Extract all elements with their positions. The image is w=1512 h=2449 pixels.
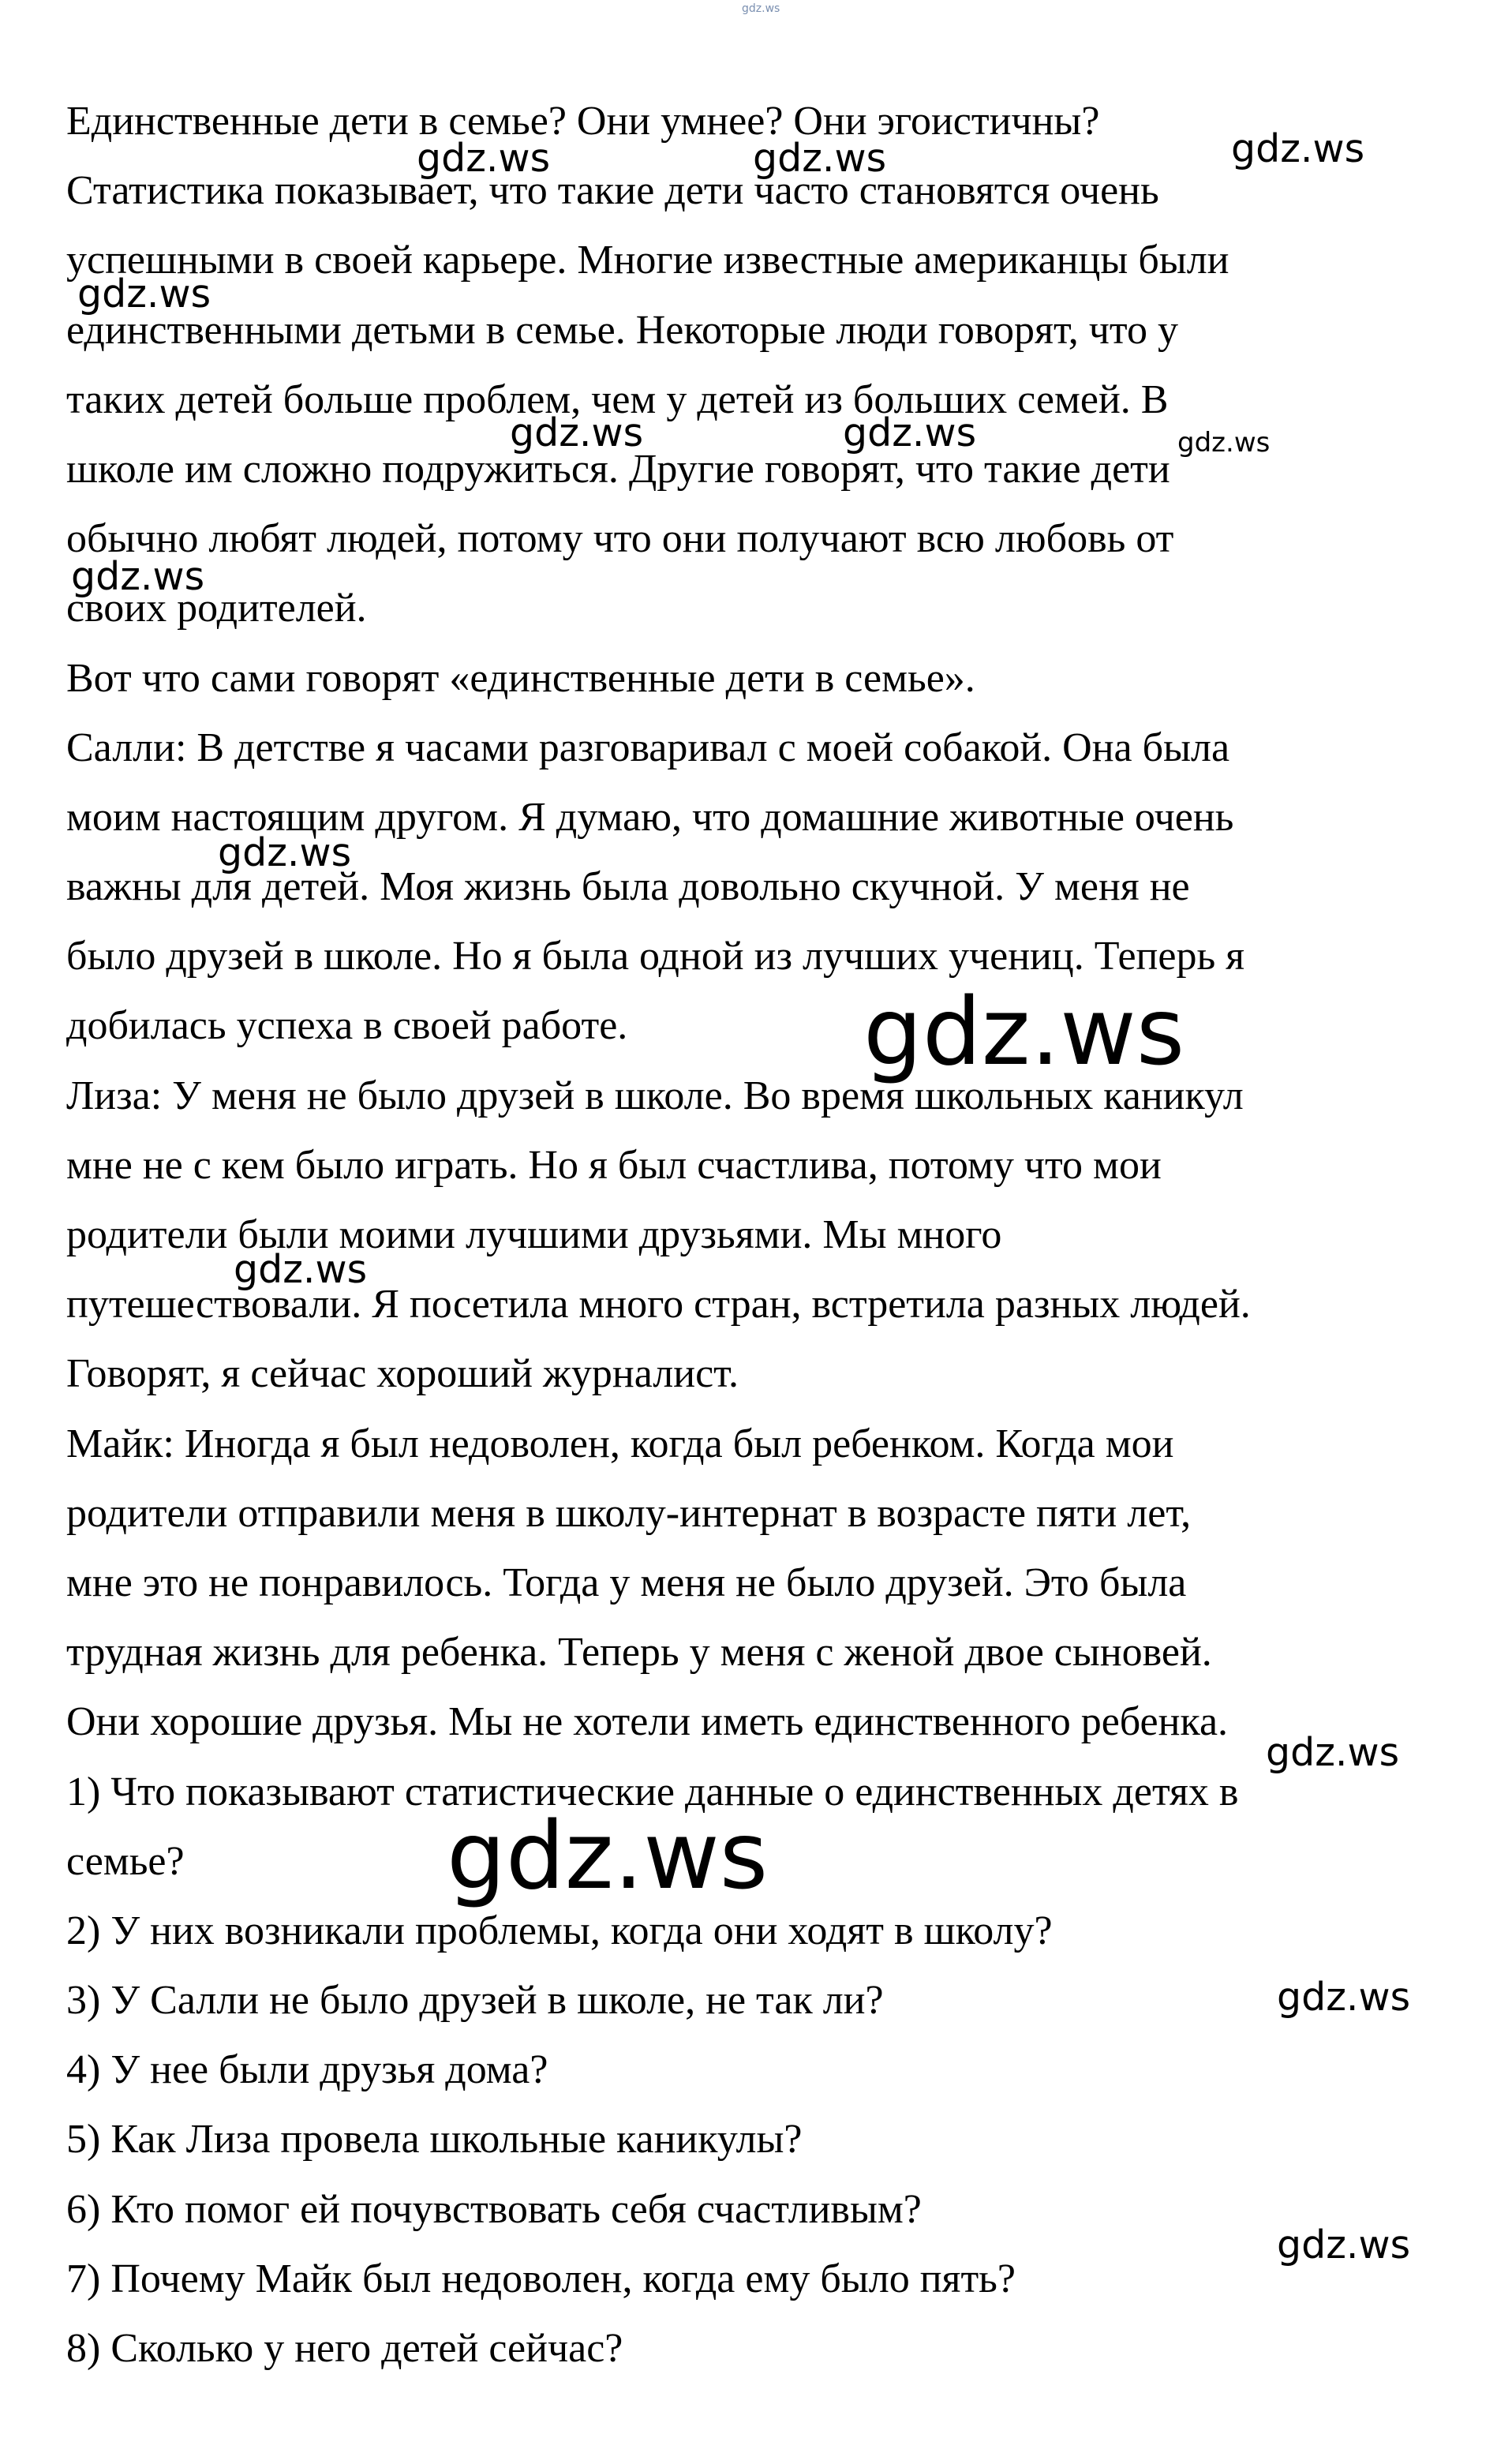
text-line: путешествовали. Я посетила много стран, встретила разных людей. [66,1282,1251,1327]
question-line: 1) Что показывают статистические данные о единственных детях в [66,1769,1239,1814]
text-line: обычно любят людей, потому что они получают всю любовь от [66,516,1174,562]
text-line: Майк: Иногда я был недоволен, когда был ребенком. Когда мои [66,1421,1174,1466]
watermark: gdz.ws [1266,1730,1400,1775]
text-line: важны для детей. Моя жизнь была довольно скучной. У меня не [66,864,1190,910]
watermark: gdz.ws [234,1247,368,1292]
text-line: успешными в своей карьере. Многие известные американцы были [66,238,1229,283]
question-line: 6) Кто помог ей почувствовать себя счастливым? [66,2186,922,2232]
text-line: единственными детьми в семье. Некоторые люди говорят, что у [66,307,1178,353]
text-line: трудная жизнь для ребенка. Теперь у меня с женой двое сыновей. [66,1630,1212,1676]
text-line: Говорят, я сейчас хороший журналист. [66,1351,739,1397]
watermark: gdz.ws [742,2,780,15]
text-line: Вот что сами говорят «единственные дети в семье». [66,655,975,701]
question-line: 8) Сколько у него детей сейчас? [66,2326,623,2371]
watermark: gdz.ws [510,410,644,455]
watermark: gdz.ws [843,410,977,455]
question-line: 7) Почему Майк был недоволен, когда ему было пять? [66,2256,1016,2301]
watermark: gdz.ws [218,830,352,875]
text-line: своих родителей. [66,586,367,631]
text-line: моим настоящим другом. Я думаю, что домашние животные очень [66,794,1234,840]
watermark: gdz.ws [71,554,205,599]
question-line: 5) Как Лиза провела школьные каникулы? [66,2117,803,2163]
text-line: добилась успеха в своей работе. [66,1003,628,1049]
text-line: Единственные дети в семье? Они умнее? Они эгоистичны? [66,99,1100,144]
text-line: Салли: В детстве я часами разговаривал с моей собакой. Она была [66,725,1230,770]
text-line: школе им сложно подружиться. Другие говорят, что такие дети [66,446,1170,492]
question-line: семье? [66,1838,185,1884]
watermark: gdz.ws [1277,1975,1411,2020]
text-line: Статистика показывает, что такие дети часто становятся очень [66,168,1159,214]
text-line: родители были моими лучшими друзьями. Мы много [66,1212,1002,1257]
text-line: Лиза: У меня не было друзей в школе. Во время школьных каникул [66,1073,1244,1118]
text-line: было друзей в школе. Но я была одной из лучших учениц. Теперь я [66,934,1245,979]
watermark: gdz.ws [77,271,211,316]
text-line: мне это не понравилось. Тогда у меня не было друзей. Это была [66,1560,1187,1605]
question-line: 3) У Салли не было друзей в школе, не так ли? [66,1978,884,2024]
watermark: gdz.ws [1231,126,1365,171]
question-line: 4) У нее были друзья дома? [66,2047,548,2093]
text-line: родители отправили меня в школу-интернат в возрасте пяти лет, [66,1490,1192,1536]
watermark: gdz.ws [863,977,1185,1086]
watermark: gdz.ws [417,136,551,181]
watermark: gdz.ws [1277,2222,1411,2267]
watermark: gdz.ws [753,136,887,181]
question-line: 2) У них возникали проблемы, когда они ходят в школу? [66,1908,1053,1953]
watermark: gdz.ws [1177,427,1271,459]
text-line: мне не с кем было играть. Но я был счастлива, потому что мои [66,1142,1162,1188]
text-line: Они хорошие друзья. Мы не хотели иметь единственного ребенка. [66,1699,1229,1745]
watermark: gdz.ws [447,1801,769,1910]
text-line: таких детей больше проблем, чем у детей из больших семей. В [66,376,1169,422]
